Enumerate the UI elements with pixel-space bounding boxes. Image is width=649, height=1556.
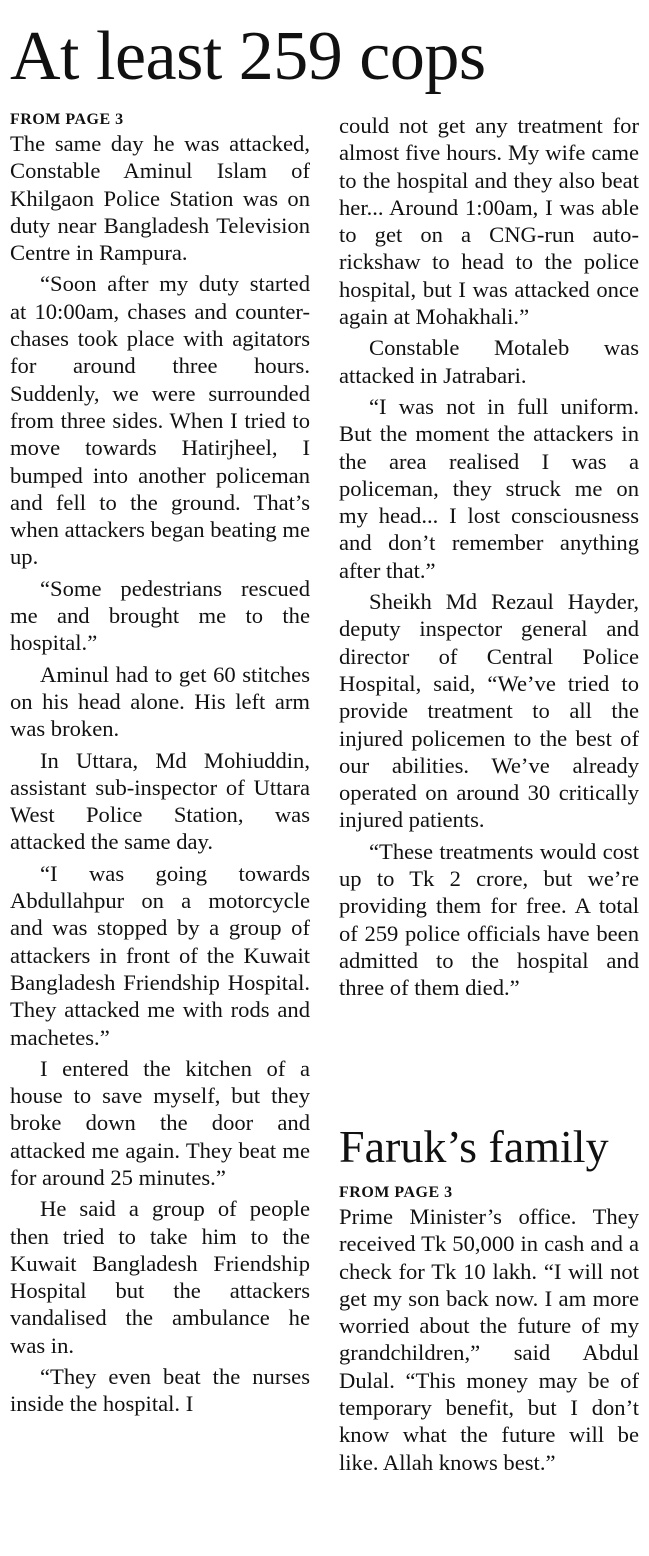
paragraph: Sheikh Md Rezaul Hayder, deputy inspector general and director of Central Police Hospital, said, “We’ve tried to provide treatment to all the injured policemen to the best of our abilities. We’ve already operated on around 30 critically injured patients.: [339, 589, 639, 833]
paragraph: “Soon after my duty started at 10:00am, chases and counter-chases took place with agitators for around three hours. Suddenly, we were surrounded from three sides. When I tried to move towards Hatirjheel, I bumped into another policeman and fell to the ground. That’s when attackers began beating me up.: [10, 271, 310, 570]
story1-column-1: [10, 110, 310, 1550]
paragraph: could not get any treatment for almost five hours. My wife came to the hospital and they also beat her... Around 1:00am, I was able to get on a CNG-run auto-rickshaw to head to the police hospital, but I was attacked once again at Mohakhali.”: [339, 113, 639, 330]
story1-column-2: [339, 112, 639, 1102]
paragraph: Constable Motaleb was attacked in Jatrabari.: [339, 335, 639, 388]
paragraph: “I was not in full uniform. But the moment the attackers in the area realised I was a policeman, they struck me on my head... I lost consciousness and don’t remember anything after that.”: [339, 393, 639, 583]
paragraph: He said a group of people then tried to take him to the Kuwait Bangladesh Friendship Hospital but the attackers vandalised the ambulance he was in.: [10, 1196, 310, 1358]
paragraph: Prime Minister’s office. They received Tk 50,000 in cash and a check for Tk 10 lakh. “I will not get my son back now. I am more worried about the future of my grandchildren,” said Abdul Dulal. “This money may be of temporary benefit, but I don’t know what the future will be like. Allah knows best.”: [339, 1204, 639, 1475]
story1-kicker: FROM PAGE 3: [10, 111, 124, 128]
paragraph: Aminul had to get 60 stitches on his head alone. His left arm was broken.: [10, 661, 310, 742]
paragraph: “They even beat the nurses inside the hospital. I: [10, 1364, 310, 1417]
story2-column: [339, 1183, 639, 1553]
paragraph: “These treatments would cost up to Tk 2 crore, but we’re providing them for free. A total of 259 police officials have been admitted to the hospital and three of them died.”: [339, 838, 639, 1001]
paragraph: “Some pedestrians rescued me and brought me to the hospital.”: [10, 575, 310, 656]
paragraph: The same day he was attacked, Constable Aminul Islam of Khilgaon Police Station was on duty near Bangladesh Television Centre in Rampura.: [10, 131, 310, 266]
paragraph: In Uttara, Md Mohiuddin, assistant sub-inspector of Uttara West Police Station, was attacked the same day.: [10, 747, 310, 855]
story2-headline: Faruk’s family: [339, 1121, 609, 1172]
story2-kicker: FROM PAGE 3: [339, 1184, 453, 1201]
story1-headline: At least 259 cops: [10, 18, 486, 95]
paragraph: I entered the kitchen of a house to save myself, but they broke down the door and attacked me again. They beat me for around 25 minutes.”: [10, 1055, 310, 1190]
paragraph: “I was going towards Abdullahpur on a motorcycle and was stopped by a group of attackers in front of the Kuwait Bangladesh Friendship Hospital. They attacked me with rods and machetes.”: [10, 860, 310, 1050]
